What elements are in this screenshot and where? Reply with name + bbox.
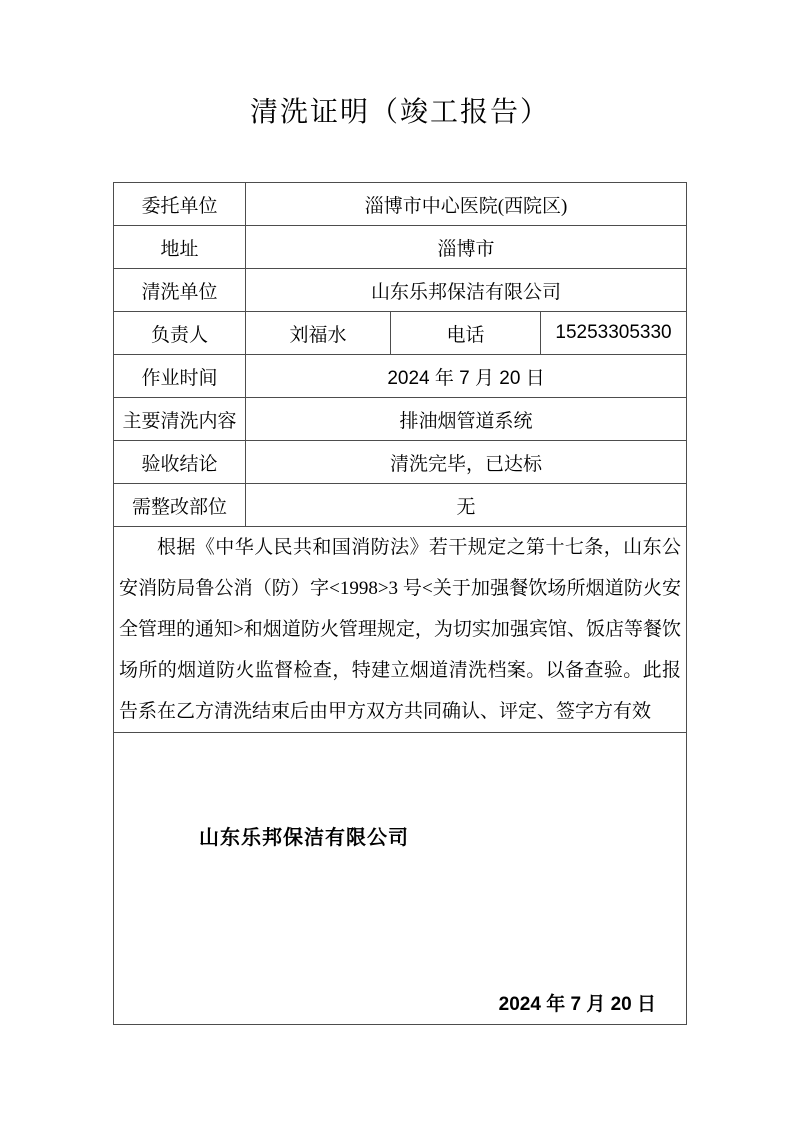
address-label: 地址 bbox=[114, 226, 246, 269]
phone-label: 电话 bbox=[391, 312, 541, 355]
acceptance-result-value: 清洗完毕，已达标 bbox=[246, 441, 687, 484]
rectification-label: 需整改部位 bbox=[114, 484, 246, 527]
rectification-value: 无 bbox=[246, 484, 687, 527]
signature-area bbox=[114, 733, 686, 1024]
document-title: 清洗证明（竣工报告） bbox=[249, 97, 550, 128]
cleaning-content-label: 主要清洗内容 bbox=[114, 398, 246, 441]
row-address bbox=[114, 226, 687, 269]
acceptance-result-label: 验收结论 bbox=[114, 441, 246, 484]
cleaning-company-label: 清洗单位 bbox=[114, 269, 246, 312]
cleaning-content-value: 排油烟管道系统 bbox=[246, 398, 687, 441]
client-unit-label: 委托单位 bbox=[114, 183, 246, 226]
report-table bbox=[113, 182, 687, 1025]
cleaning-company-value: 山东乐邦保洁有限公司 bbox=[246, 269, 687, 312]
manager-label: 负责人 bbox=[114, 312, 246, 355]
notice-paragraph: 根据《中华人民共和国消防法》若干规定之第十七条，山东公安消防局鲁公消（防）字<1998>3 号<关于加强餐饮场所烟道防火安全管理的通知>和烟道防火管理规定，为切实加强宾馆、饭店等餐饮场所的烟道防火监督检查，特建立烟道清洗档案。以备查验。此报告系在乙方清洗结束后由甲方双方共同确认、评定、签字方有效 bbox=[119, 537, 682, 722]
row-rectification bbox=[114, 484, 687, 527]
signature-cell bbox=[114, 733, 687, 1025]
notice-cell bbox=[114, 527, 687, 733]
client-unit-value: 淄博市中心医院(西院区) bbox=[246, 183, 687, 226]
row-work-date bbox=[114, 355, 687, 398]
work-date-label: 作业时间 bbox=[114, 355, 246, 398]
signature-date: 2024 年 7 月 20 日 bbox=[498, 994, 657, 1015]
work-date-value: 2024 年 7 月 20 日 bbox=[246, 355, 687, 398]
row-acceptance-result bbox=[114, 441, 687, 484]
row-signature bbox=[114, 733, 687, 1025]
address-value: 淄博市 bbox=[246, 226, 687, 269]
row-notice bbox=[114, 527, 687, 733]
row-manager-phone bbox=[114, 312, 687, 355]
row-cleaning-content bbox=[114, 398, 687, 441]
row-client-unit bbox=[114, 183, 687, 226]
signature-company-name: 山东乐邦保洁有限公司 bbox=[199, 827, 409, 849]
manager-value: 刘福水 bbox=[246, 312, 391, 355]
phone-value: 15253305330 bbox=[541, 312, 687, 355]
row-cleaning-company bbox=[114, 269, 687, 312]
